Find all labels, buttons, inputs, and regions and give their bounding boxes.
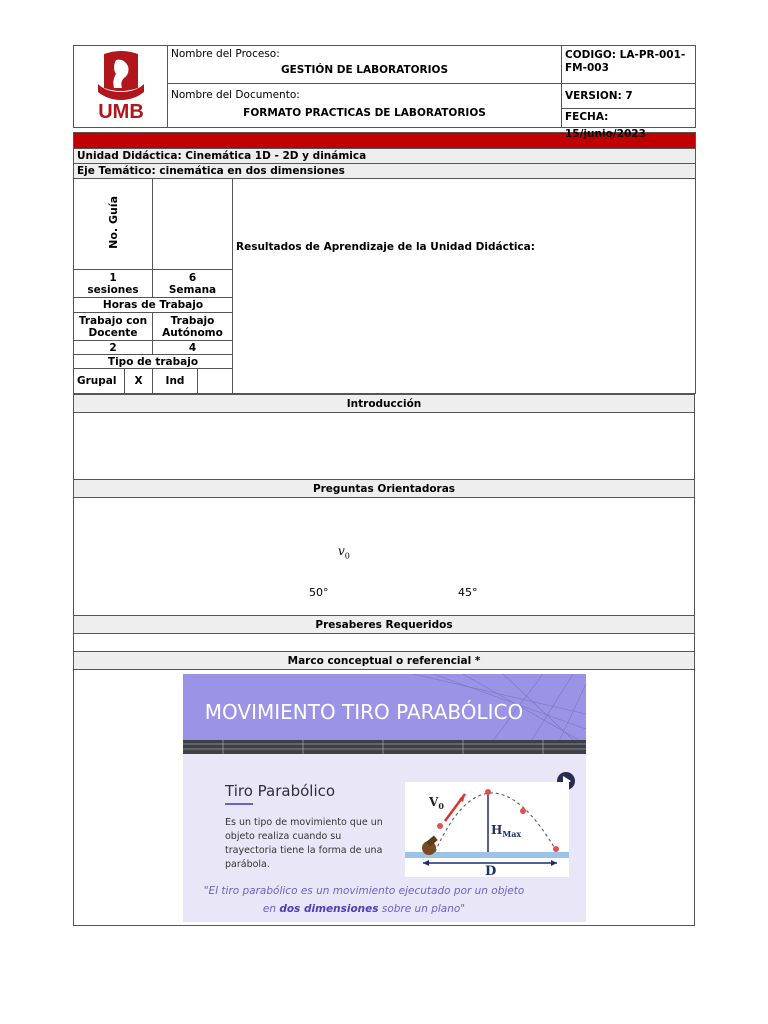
semana-cell — [153, 270, 233, 298]
preguntas-content — [74, 498, 695, 616]
trabajo-autonomo-label: Trabajo Autónomo — [153, 313, 233, 341]
document-version: VERSION: 7 — [562, 84, 695, 109]
v0-vector-label: $V_0$ — [428, 795, 444, 811]
presaberes-content — [74, 634, 695, 652]
banner-desc-line4: parábola. — [224, 859, 270, 870]
lab-practice-form — [73, 45, 695, 926]
horas-autonomo-value: 4 — [153, 341, 233, 355]
tiro-parabolico-banner — [183, 674, 586, 922]
tipo-trabajo-label: Tipo de trabajo — [74, 355, 233, 369]
svg-text:UMB: UMB — [97, 101, 144, 123]
banner-desc-line3: trayectoria tiene la forma de una — [224, 845, 382, 856]
document-name-label: Nombre del Documento: — [171, 89, 300, 102]
sesiones-number: 1 — [109, 271, 117, 284]
introduccion-header: Introducción — [74, 395, 695, 413]
trabajo-docente-label: Trabajo con Docente — [74, 313, 153, 341]
umb-logo-icon — [86, 48, 156, 122]
process-name-cell — [168, 46, 562, 84]
ind-label: Ind — [153, 369, 198, 394]
practice-details — [73, 132, 696, 394]
process-name-value: GESTIÓN DE LABORATORIOS — [280, 64, 449, 76]
eje-tematico: Eje Temático: cinemática en dos dimensiones — [74, 164, 696, 179]
presaberes-header: Presaberes Requeridos — [74, 616, 695, 634]
distance-label: D — [484, 864, 496, 879]
marco-header: Marco conceptual o referencial * — [74, 652, 695, 670]
sesiones-label: sesiones — [87, 283, 139, 296]
banner-quote-line2: en dos dimensiones sobre un plano" — [262, 903, 465, 915]
resultados-aprendizaje: Resultados de Aprendizaje de la Unidad Didáctica: — [233, 179, 696, 394]
banner-quote-line1: "El tiro parabólico es un movimiento ejecutado por un objeto — [203, 885, 524, 897]
angle-50-label: 50° — [309, 586, 329, 599]
grupal-label: Grupal — [74, 369, 125, 394]
ind-checkbox[interactable] — [198, 369, 233, 394]
banner-subtitle: Tiro Parabólico — [224, 782, 335, 800]
banner-title: MOVIMIENTO TIRO PARABÓLICO — [204, 700, 523, 724]
document-code: CODIGO: LA-PR-001-FM-003 — [562, 46, 696, 84]
horas-docente-value: 2 — [74, 341, 153, 355]
document-name-cell — [168, 84, 562, 128]
unidad-didactica: Unidad Didáctica: Cinemática 1D - 2D y dinámica — [74, 149, 696, 164]
semana-label: Semana — [168, 283, 217, 296]
horas-trabajo-label: Horas de Trabajo — [74, 298, 233, 313]
content-sections — [73, 394, 695, 926]
hmax-label: $H_{Max}$ — [490, 823, 521, 839]
umb-logo — [74, 46, 168, 128]
preguntas-header: Preguntas Orientadoras — [74, 480, 695, 498]
guia-number-cell — [74, 179, 153, 270]
semana-number: 6 — [188, 271, 197, 284]
introduccion-content — [74, 413, 695, 480]
sesiones-cell — [74, 270, 153, 298]
document-name-value: FORMATO PRACTICAS DE LABORATORIOS — [243, 107, 486, 120]
guia-value-cell — [153, 179, 233, 270]
process-name-label: Nombre del Proceso: — [171, 48, 280, 60]
v0-label: $v_0$ — [338, 544, 350, 561]
grupal-checkbox[interactable]: X — [125, 369, 153, 394]
banner-desc-line1: Es un tipo de movimiento que un — [224, 817, 383, 828]
version-fecha-cell — [562, 84, 696, 141]
document-header — [73, 45, 696, 141]
banner-desc-line2: objeto realiza cuando su — [224, 831, 341, 842]
marco-content — [74, 670, 695, 926]
no-guia-label: No. Guía — [106, 195, 120, 249]
document-date: FECHA: 15/junio/2023 — [565, 111, 646, 141]
angle-45-label: 45° — [458, 586, 478, 599]
